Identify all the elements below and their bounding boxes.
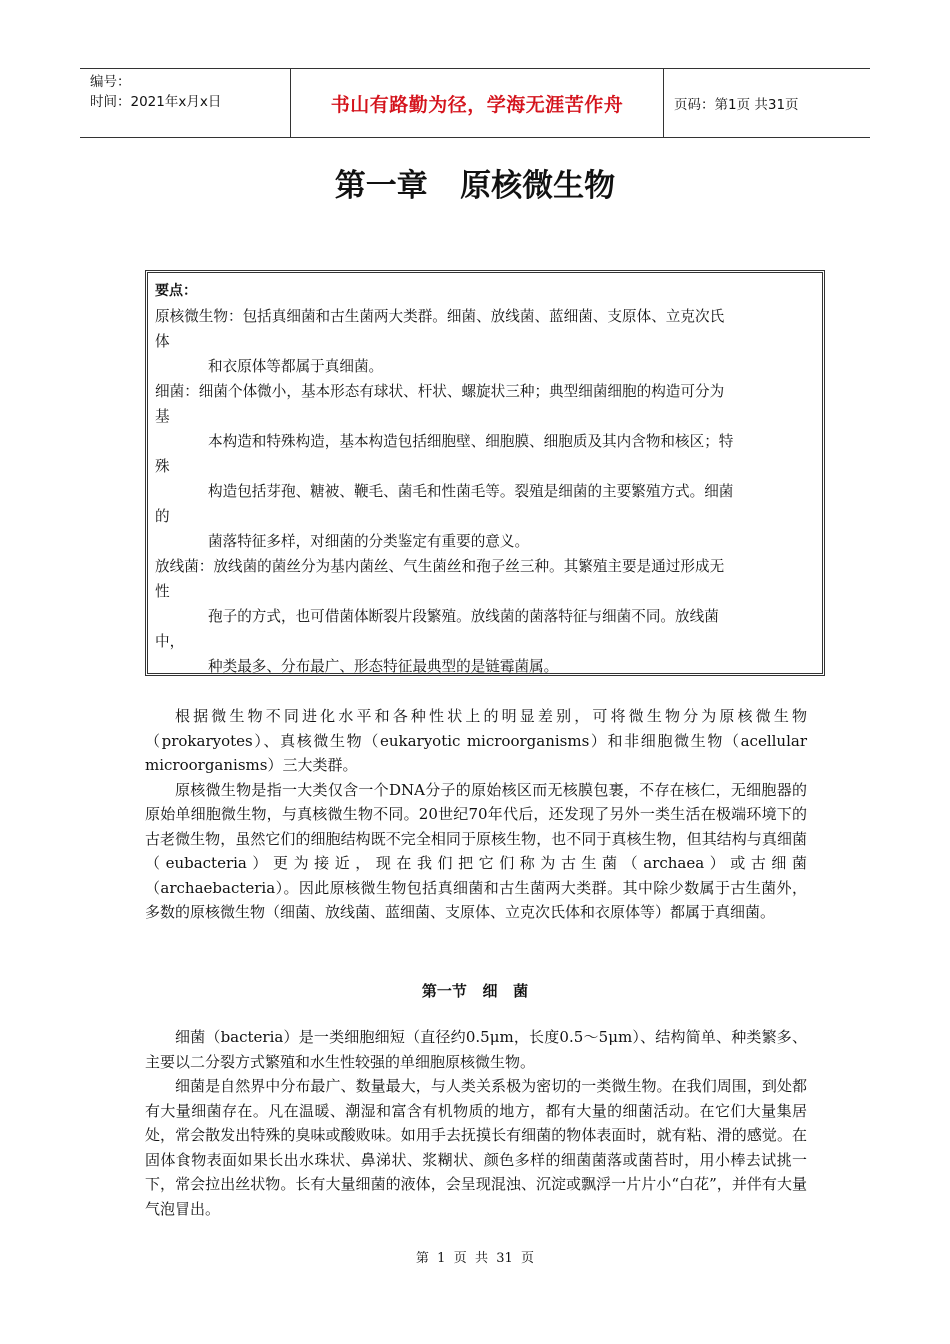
key-point-line: 性 [155,583,170,600]
key-point-line: 和衣原体等都属于真细菌。 [208,358,384,375]
key-point-line: 构造包括芽孢、糖被、鞭毛、菌毛和性菌毛等。裂殖是细菌的主要繁殖方式。细菌 [208,483,734,500]
page-footer: 第 1 页 共 31 页 [415,1251,535,1266]
chapter-title: 第一章 原核微生物 [334,168,616,204]
paragraph: 细菌是自然界中分布最广、数量最大，与人类关系极为密切的一类微生物。在我们周围，到处都有大量细菌存在。凡在温暖、潮湿和富含有机物质的地方，都有大量的细菌活动。在它们大量集居处，常会散发出特殊的臭味或酸败味。如用手去抚摸长有细菌的物体表面时，就有粘、滑的感觉。在固体食物表面如果长出水珠状、鼻涕状、浆糊状、颜色多样的细菌菌落或菌苔时，用小棒去试挑一下，常会拉出丝状物。长有大量细菌的液体，会呈现混浊、沉淀或飘浮一片片小“白花”，并伴有大量气泡冒出。 [145,1077,807,1218]
header-meta [80,69,290,137]
section-title: 第一节 细 菌 [421,982,529,1000]
paragraph: 根据微生物不同进化水平和各种性状上的明显差别，可将微生物分为原核微生物（prokaryotes）、真核微生物（eukaryotic microorganisms）和非细胞微生物（acellular microorganisms）三大类群。 [145,707,807,774]
paragraph: 细菌（bacteria）是一类细胞细短（直径约0.5μm，长度0.5～5μm）、结构简单、种类繁多、主要以二分裂方式繁殖和水生性较强的单细胞原核微生物。 [145,1028,807,1071]
intro-text [145,704,807,925]
key-points-title: 要点： [155,283,197,299]
paragraph: 原核微生物是指一大类仅含一个DNA分子的原始核区而无核膜包裹，不存在核仁，无细胞器的原始单细胞微生物，与真核微生物不同。20世纪70年代后，还发现了另外一类生活在极端环境下的古老微生物，虽然它们的细胞结构既不完全相同于原核生物，也不同于真核生物，但其结构与真细菌（eubacteria）更为接近，现在我们把它们称为古生菌（archaea）或古细菌（archaebacteria）。因此原核微生物包括真细菌和古生菌两大类群。其中除少数属于古生菌外，多数的原核微生物（细菌、放线菌、蓝细菌、支原体、立克次氏体和衣原体等）都属于真细菌。 [145,780,807,921]
key-points-box [145,270,825,676]
key-point-line: 放线菌：放线菌的菌丝分为基内菌丝、气生菌丝和孢子丝三种。其繁殖主要是通过形成无 [155,558,725,575]
key-point-line: 殊 [155,458,170,475]
key-point-line: 菌落特征多样，对细菌的分类鉴定有重要的意义。 [208,533,530,550]
key-point-line: 体 [155,333,170,350]
key-point-line: 细菌：细菌个体微小，基本形态有球状、杆状、螺旋状三种；典型细菌细胞的构造可分为 [155,383,725,400]
key-point-line: 的 [155,508,170,525]
header-motto: 书山有路勤为径，学海无涯苦作舟 [290,69,664,137]
key-points-lines [155,304,813,679]
page-header [80,68,870,138]
date-label: 时间：2021年x月x日 [90,94,222,110]
key-point-line: 基 [155,408,170,425]
number-label: 编号： [90,74,131,90]
key-point-line: 种类最多、分布最广、形态特征最典型的是链霉菌属。 [208,658,559,675]
key-point-line: 孢子的方式，也可借菌体断裂片段繁殖。放线菌的菌落特征与细菌不同。放线菌 [208,608,719,625]
key-point-line: 原核微生物：包括真细菌和古生菌两大类群。细菌、放线菌、蓝细菌、支原体、立克次氏 [155,308,725,325]
section-text [145,1025,807,1221]
key-point-line: 本构造和特殊构造，基本构造包括细胞壁、细胞膜、细胞质及其内含物和核区；特 [208,433,734,450]
key-point-line: 中， [155,633,185,650]
header-page-info: 页码：第1页 共31页 [674,97,799,113]
